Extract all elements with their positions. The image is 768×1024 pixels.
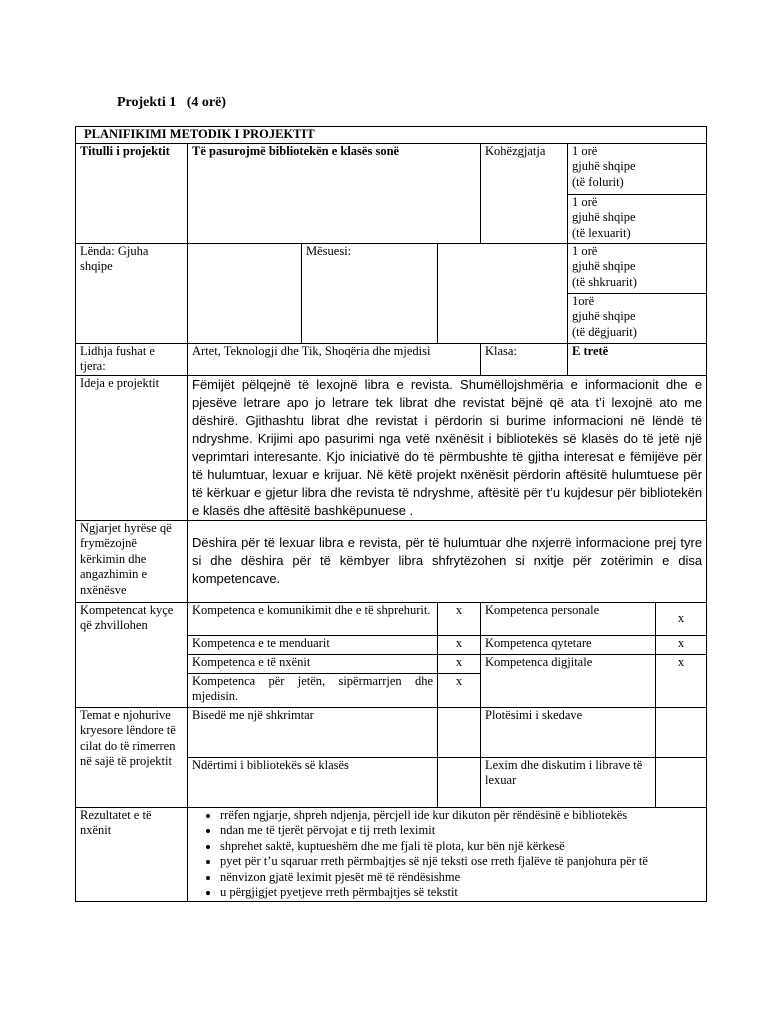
table-header: PLANIFIKIMI METODIK I PROJEKTIT	[76, 127, 707, 144]
results-list	[192, 808, 702, 901]
topic-mark	[438, 757, 481, 807]
competence-mark: x	[656, 635, 707, 654]
duration-cell	[568, 243, 707, 293]
duration-hours: 1orë	[572, 293, 595, 308]
duration-hours: 1 orë	[572, 194, 598, 209]
competence-name: Kompetenca e te menduarit	[188, 635, 438, 654]
temat-label: Temat e njohurive kryesore lëndore të cilat do të rimerren në sajë të projektit	[76, 707, 188, 807]
topic-mark	[656, 757, 707, 807]
kompetencat-label: Kompetencat kyçe që zhvillohen	[76, 602, 188, 707]
competence-name: Kompetenca e të nxënit	[188, 654, 438, 673]
topic-item: Bisedë me një shkrimtar	[188, 707, 438, 757]
ngjarjet-label: Ngjarjet hyrëse që frymëzojnë kërkimin dhe angazhimin e nxënësve	[76, 520, 188, 602]
duration-skill: (të dëgjuarit)	[572, 324, 637, 339]
mesuesi-label: Mësuesi:	[302, 243, 438, 343]
duration-cell	[568, 293, 707, 343]
result-item: • u përgjigjet pyetjeve rreth përmbajtjes së tekstit	[220, 885, 702, 901]
duration-hours: 1 orë	[572, 243, 598, 258]
topic-mark	[438, 707, 481, 757]
duration-subject: gjuhë shqipe	[572, 259, 636, 273]
competence-mark: x	[438, 673, 481, 707]
lidhja-value: Artet, Teknologji dhe Tik, Shoqëria dhe mjedisi	[188, 343, 481, 375]
klasa-value: E tretë	[568, 343, 707, 375]
mesuesi-value	[438, 243, 568, 343]
duration-subject: gjuhë shqipe	[572, 210, 636, 224]
competence-mark: x	[656, 602, 707, 635]
competence-mark: x	[656, 654, 707, 707]
duration-skill: (të folurit)	[572, 174, 624, 189]
rezultatet-label: Rezultatet e të nxënit	[76, 807, 188, 901]
titulli-label: Titulli i projektit	[76, 143, 188, 243]
result-item: • shprehet saktë, kuptueshëm dhe me fjali të plota, kur bën një kërkesë	[220, 839, 702, 855]
duration-cell	[568, 194, 707, 243]
results-cell	[188, 807, 707, 901]
competence-name: Kompetenca për jetën, sipërmarrjen dhe mjedisin.	[188, 673, 438, 707]
duration-subject: gjuhë shqipe	[572, 159, 636, 173]
topic-item: Lexim dhe diskutim i librave të lexuar	[481, 757, 656, 807]
document-title: Projekti 1 (4 orë)	[117, 95, 226, 110]
lenda-value	[188, 243, 302, 343]
topic-item: Plotësimi i skedave	[481, 707, 656, 757]
ideja-value: Fëmijët pëlqejnë të lexojnë libra e revista. Shumëllojshmëria e informacionit dhe e pjesëve letrare apo jo letrare tek librat dhe revistat bëjnë që ata t’i lexojnë ato me dëshirë. Gjithashtu librat dhe revistat i përdorin si burime informacioni në lëndë të ndryshme. Krijimi apo pasurimi nga vetë nxënësit i bibliotekës së klasës do të jetë një veprimtari interesante. Kjo iniciativë do të përmbushte të gjitha interesat e fëmijëve për të hulumtuar, lexuar e krijuar. Në këtë projekt nxënësit përdorin aftësitë hulumtuese për të kërkuar e gjetur libra dhe revista të ndryshme, aftësitë për t’u kujdesur për bibliotekën e klasës dhe aftësitë bashkëpunuese .	[188, 375, 707, 520]
ngjarjet-value: Dëshira për të lexuar libra e revista, për të hulumtuar dhe nxjerrë informacione prej tyre si dhe dëshira për të këmbyer libra shfrytëzohen si nxitje për zotërimin e disa kompetencave.	[188, 520, 707, 602]
duration-subject: gjuhë shqipe	[572, 309, 636, 323]
topic-mark	[656, 707, 707, 757]
duration-cell	[568, 143, 707, 194]
competence-mark: x	[438, 654, 481, 673]
duration-skill: (të lexuarit)	[572, 225, 631, 240]
competence-name: Kompetenca personale	[481, 602, 656, 635]
result-item: • ndan me të tjerët përvojat e tij rreth leximit	[220, 823, 702, 839]
kohezgjatja-label: Kohëzgjatja	[481, 143, 568, 243]
lidhja-label: Lidhja fushat e tjera:	[76, 343, 188, 375]
competence-name: Kompetenca e komunikimit dhe e të shprehurit.	[188, 602, 438, 635]
duration-hours: 1 orë	[572, 143, 598, 158]
competence-mark: x	[438, 635, 481, 654]
competence-mark: x	[438, 602, 481, 635]
lenda-label: Lënda: Gjuha shqipe	[76, 243, 188, 343]
competence-name: Kompetenca digjitale	[481, 654, 656, 707]
titulli-value: Të pasurojmë bibliotekën e klasës sonë	[188, 143, 481, 243]
result-item: • rrëfen ngjarje, shpreh ndjenja, përcjell ide kur dikuton për rëndësinë e bibliotekës	[220, 808, 702, 824]
project-planning-table	[75, 126, 707, 902]
topic-item: Ndërtimi i bibliotekës së klasës	[188, 757, 438, 807]
ideja-label: Ideja e projektit	[76, 375, 188, 520]
result-item: • nënvizon gjatë leximit pjesët më të rëndësishme	[220, 870, 702, 886]
duration-skill: (të shkruarit)	[572, 274, 637, 289]
klasa-label: Klasa:	[481, 343, 568, 375]
competence-name: Kompetenca qytetare	[481, 635, 656, 654]
result-item: • pyet për t’u sqaruar rreth përmbajtjes së një teksti ose rreth fjalëve të panjohura për të	[220, 854, 702, 870]
